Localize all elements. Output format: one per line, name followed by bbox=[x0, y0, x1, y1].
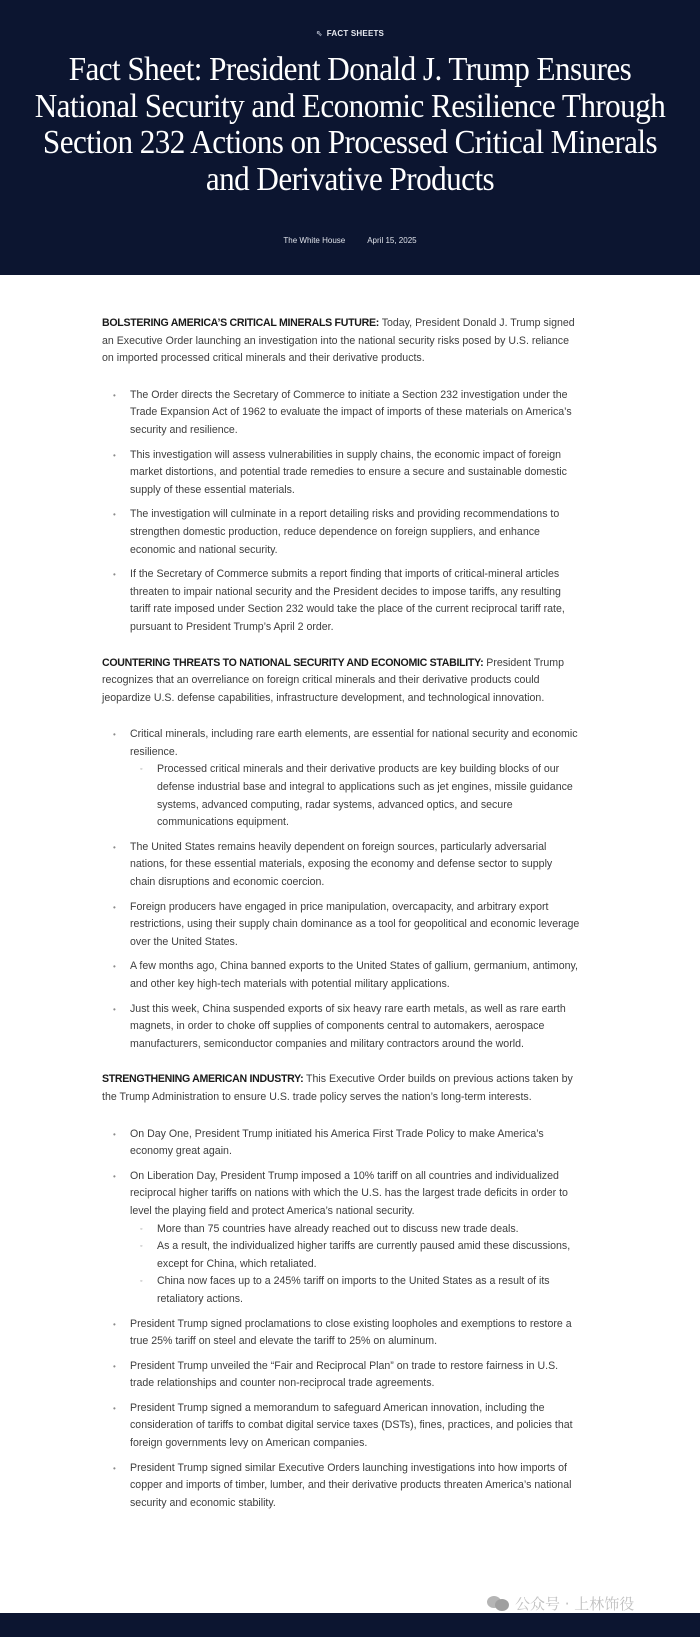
list-item bbox=[102, 566, 580, 636]
section-heading: STRENGTHENING AMERICAN INDUSTRY: bbox=[102, 1073, 304, 1086]
footer-bar bbox=[0, 1613, 700, 1637]
arrow-up-left-icon: ⇖ bbox=[315, 29, 323, 38]
watermark bbox=[487, 1593, 634, 1614]
list-item bbox=[102, 958, 580, 993]
page-title: Fact Sheet: President Donald J. Trump Ensures National Security and Economic Resilience Through Section 232 Actions on Processed Critical Minerals and Derivative Products bbox=[34, 51, 666, 198]
list-item-text: A few months ago, China banned exports to the United States of gallium, germanium, antimony, and other key high-tech materials with potential military applications. bbox=[130, 960, 578, 990]
section-intro-text: Today, President Donald J. Trump signed an Executive Order launching an investigation into the national security risks posed by U.S. reliance on imported processed critical minerals and their derivative products. bbox=[102, 317, 575, 365]
list-item-text: The United States remains heavily dependent on foreign sources, particularly adversarial nations, for these essential materials, exposing the economy and defense sector to supply chain disruptions and economic coercion. bbox=[130, 840, 553, 889]
list-item-text: This investigation will assess vulnerabilities in supply chains, the economic impact of foreign market distortions, and potential trade remedies to ensure a secure and sustainable domestic supply of these essential materials. bbox=[130, 448, 567, 496]
list-item bbox=[102, 1460, 580, 1513]
section-gap bbox=[102, 644, 700, 655]
list-item bbox=[102, 1400, 580, 1453]
circle-bullet-icon: ◦ bbox=[140, 1243, 143, 1251]
wechat-icon bbox=[487, 1596, 511, 1612]
list-item-text: If the Secretary of Commerce submits a report finding that imports of critical-mineral articles threaten to impair national security and the President decides to impose tariffs, any resulting tariff rate imposed under Section 232 would take the place of the current reciprocal tariff rate, pursuant to President Trump’s April 2 order. bbox=[130, 568, 565, 633]
section-heading: COUNTERING THREATS TO NATIONAL SECURITY AND ECONOMIC STABILITY: bbox=[102, 656, 484, 669]
article-body bbox=[0, 275, 700, 1613]
list-item-text: On Liberation Day, President Trump imposed a 10% tariff on all countries and individualized reciprocal higher tariffs on nations with which the U.S. has the largest trade deficits in order to level the playing field and protect America’s national security. bbox=[130, 1169, 568, 1217]
list-item-text: Foreign producers have engaged in price manipulation, overcapacity, and arbitrary export restrictions, using their supply chain dominance as a tool for geopolitical and economic leverage over the United States. bbox=[130, 900, 580, 948]
sub-list-item bbox=[130, 1273, 580, 1308]
bullet-list bbox=[102, 387, 580, 637]
bullet-icon: • bbox=[113, 842, 116, 852]
sub-list-item-text: More than 75 countries have already reached out to discuss new trade deals. bbox=[157, 1222, 519, 1235]
hero-header bbox=[0, 0, 700, 275]
circle-bullet-icon: ◦ bbox=[140, 766, 143, 774]
bullet-icon: • bbox=[113, 1319, 116, 1329]
list-item bbox=[102, 1001, 580, 1054]
bullet-icon: • bbox=[113, 570, 116, 580]
list-item bbox=[102, 899, 580, 952]
list-item-text: President Trump signed a memorandum to safeguard American innovation, including the consideration of tariffs to combat digital service taxes (DSTs), fines, practices, and policies that foreign governments levy on American companies. bbox=[130, 1401, 573, 1450]
bullet-list bbox=[102, 1126, 580, 1513]
bullet-icon: • bbox=[113, 450, 116, 460]
list-item-text: President Trump signed similar Executive Orders launching investigations into how imports of copper and imports of timber, lumber, and their derivative products threaten America’s national security and economic stability. bbox=[130, 1461, 572, 1509]
list-item-text: The investigation will culminate in a report detailing risks and providing recommendations to strengthen domestic production, reduce dependence on foreign suppliers, and enhance economic and national security. bbox=[130, 508, 560, 556]
bullet-icon: • bbox=[113, 1004, 116, 1014]
list-item bbox=[102, 726, 580, 832]
list-item-text: On Day One, President Trump initiated his America First Trade Policy to make America’s economy great again. bbox=[130, 1127, 544, 1158]
sub-list-item-text: As a result, the individualized higher tariffs are currently paused amid these discussions, except for China, which retaliated. bbox=[157, 1240, 571, 1270]
section-intro bbox=[102, 315, 582, 368]
sub-list-item bbox=[130, 1238, 580, 1273]
bullet-icon: • bbox=[113, 510, 116, 520]
list-item-text: Critical minerals, including rare earth elements, are essential for national security and economic resilience. bbox=[130, 728, 578, 758]
list-item bbox=[102, 1358, 580, 1393]
circle-bullet-icon: ◦ bbox=[140, 1278, 143, 1286]
watermark-text: 公众号 · 上林饰役 bbox=[515, 1595, 635, 1613]
author: The White House bbox=[283, 236, 346, 245]
list-item-text: The Order directs the Secretary of Commerce to initiate a Section 232 investigation under the Trade Expansion Act of 1962 to evaluate the impact of imports of these materials on America’s security and resilience. bbox=[130, 388, 572, 436]
section-intro bbox=[102, 655, 582, 708]
sub-bullet-list bbox=[130, 1221, 580, 1309]
bullet-icon: • bbox=[113, 1403, 116, 1413]
sub-list-item bbox=[130, 1221, 580, 1239]
list-item bbox=[102, 387, 580, 440]
list-item bbox=[102, 447, 580, 500]
list-item-text: Just this week, China suspended exports of six heavy rare earth metals, as well as rare earth magnets, in order to choke off supplies of components central to automakers, aerospace manufacturers, semiconductor companies and military contractors around the world. bbox=[130, 1002, 566, 1050]
bullet-icon: • bbox=[113, 390, 116, 400]
section-intro bbox=[102, 1071, 582, 1106]
list-item bbox=[102, 506, 580, 559]
section-heading: BOLSTERING AMERICA’S CRITICAL MINERALS FUTURE: bbox=[102, 317, 379, 329]
bullet-icon: • bbox=[113, 902, 116, 912]
bullet-icon: • bbox=[113, 1361, 116, 1371]
list-item bbox=[102, 839, 580, 892]
sub-bullet-list bbox=[130, 761, 580, 831]
section-intro-text: President Trump recognizes that an overreliance on foreign critical minerals and their derivative products could jeopardize U.S. defense capabilities, infrastructure development, and technological innovation. bbox=[102, 656, 564, 704]
list-item bbox=[102, 1316, 580, 1351]
sub-list-item-text: Processed critical minerals and their derivative products are key building blocks of our defense industrial base and integral to applications such as jet engines, missile guidance systems, advanced computing, radar systems, advanced optics, and secure communications equipment. bbox=[157, 763, 573, 829]
bullet-icon: • bbox=[113, 1463, 116, 1473]
section-gap bbox=[102, 1060, 700, 1071]
list-item-text: President Trump signed proclamations to close existing loopholes and exemptions to restore a true 25% tariff on steel and elevate the tariff to 25% on aluminum. bbox=[130, 1317, 572, 1348]
bullet-list bbox=[102, 726, 580, 1053]
bullet-icon: • bbox=[113, 1171, 116, 1181]
article-meta bbox=[0, 236, 700, 245]
bullet-icon: • bbox=[113, 962, 116, 972]
bullet-icon: • bbox=[113, 730, 116, 740]
list-item bbox=[102, 1168, 580, 1309]
section-intro-text: This Executive Order builds on previous actions taken by the Trump Administration to ensure U.S. trade policy serves the nation’s long-term interests. bbox=[102, 1073, 573, 1103]
circle-bullet-icon: ◦ bbox=[140, 1225, 143, 1233]
publish-date: April 15, 2025 bbox=[367, 236, 417, 245]
sub-list-item bbox=[130, 761, 580, 831]
breadcrumb-label: FACT SHEETS bbox=[326, 29, 385, 38]
bullet-icon: • bbox=[113, 1129, 116, 1139]
breadcrumb-fact-sheets[interactable] bbox=[0, 29, 700, 38]
list-item bbox=[102, 1126, 580, 1161]
list-item-text: President Trump unveiled the “Fair and Reciprocal Plan” on trade to restore fairness in U.S. trade relationships and counter non-reciprocal trade agreements. bbox=[130, 1359, 559, 1390]
sub-list-item-text: China now faces up to a 245% tariff on imports to the United States as a result of its retaliatory actions. bbox=[157, 1275, 550, 1305]
